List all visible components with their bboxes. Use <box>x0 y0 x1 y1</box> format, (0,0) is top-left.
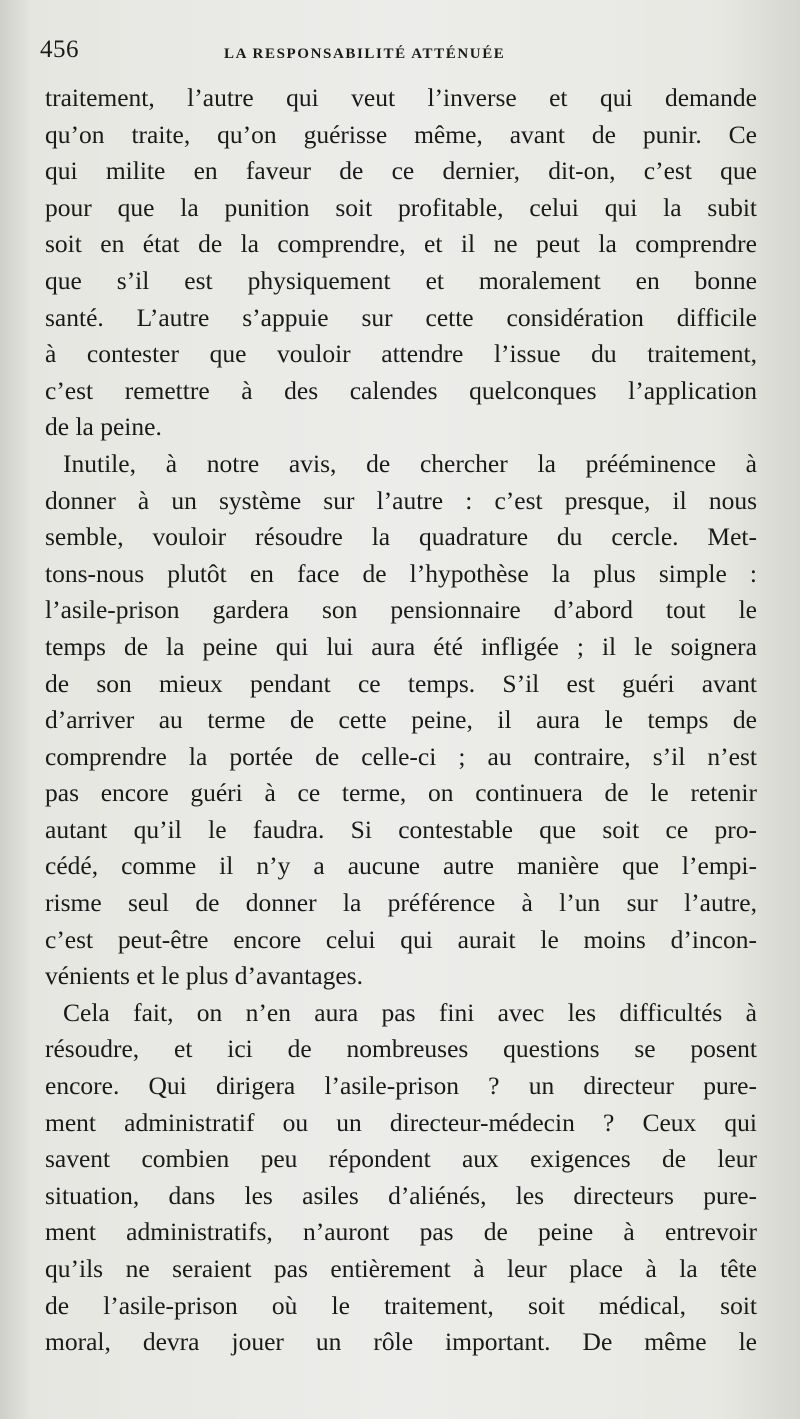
text-line: de l’asile-prison où le traitement, soit médical, soit <box>45 1290 757 1320</box>
paragraph-first-line: Inutile, à notre avis, de chercher la prééminence à <box>63 448 757 478</box>
text-line: autant qu’il le faudra. Si contestable que soit ce pro- <box>45 814 757 844</box>
text-line: savent combien peu répondent aux exigences de leur <box>45 1144 757 1174</box>
text-line: semble, vouloir résoudre la quadrature du cercle. Met- <box>45 522 757 552</box>
text-line: qu’ils ne seraient pas entièrement à leur place à la tête <box>45 1254 757 1283</box>
text-line: cédé, comme il n’y a aucune autre manière que l’empi- <box>45 851 757 881</box>
text-line: vénients et le plus d’avantages. <box>45 961 363 991</box>
text-line: traitement, l’autre qui veut l’inverse et qui demande <box>45 83 757 112</box>
text-line: donner à un système sur l’autre : c’est presque, il nous <box>45 485 757 515</box>
text-line: moral, devra jouer un rôle important. De même le <box>45 1327 757 1357</box>
text-line: c’est remettre à des calendes quelconques l’application <box>45 375 757 405</box>
text-line: risme seul de donner la préférence à l’un sur l’autre, <box>45 888 757 918</box>
text-line: l’asile-prison gardera son pensionnaire d’abord tout le <box>45 595 757 625</box>
text-line: c’est peut-être encore celui qui aurait le moins d’incon- <box>45 924 757 954</box>
text-line: d’arriver au terme de cette peine, il aura le temps de <box>45 705 757 735</box>
text-line: encore. Qui dirigera l’asile-prison ? un directeur pure- <box>45 1071 757 1101</box>
text-line: qu’on traite, qu’on guérisse même, avant de punir. Ce <box>45 119 757 149</box>
text-line: ment administratifs, n’auront pas de peine à entrevoir <box>45 1217 757 1247</box>
text-line: santé. L’autre s’appuie sur cette considération difficile <box>45 302 757 332</box>
text-line: comprendre la portée de celle-ci ; au contraire, s’il n’est <box>45 741 757 771</box>
text-line: temps de la peine qui lui aura été infligée ; il le soignera <box>45 631 757 661</box>
paragraph-first-line: Cela fait, on n’en aura pas fini avec les difficultés à <box>63 997 757 1027</box>
text-line: situation, dans les asiles d’aliénés, les directeurs pure- <box>45 1180 757 1210</box>
text-line: que s’il est physiquement et moralement en bonne <box>45 265 757 295</box>
body-text <box>45 80 757 1361</box>
text-line: de la peine. <box>45 412 162 442</box>
text-line: qui milite en faveur de ce dernier, dit-on, c’est que <box>45 156 757 186</box>
text-line: soit en état de la comprendre, et il ne peut la comprendre <box>45 229 757 259</box>
text-line: à contester que vouloir attendre l’issue du traitement, <box>45 339 757 369</box>
running-head: LA RESPONSABILITÉ ATTÉNUÉE <box>224 46 506 62</box>
text-line: pas encore guéri à ce terme, on continuera de le retenir <box>45 778 757 808</box>
text-line: résoudre, et ici de nombreuses questions se posent <box>45 1034 757 1064</box>
page-header <box>40 36 760 76</box>
text-line: pour que la punition soit profitable, celui qui la subit <box>45 192 757 222</box>
text-line: de son mieux pendant ce temps. S’il est guéri avant <box>45 668 757 698</box>
page-number: 456 <box>40 36 79 63</box>
text-line: ment administratif ou un directeur-médecin ? Ceux qui <box>45 1107 757 1137</box>
text-line: tons-nous plutôt en face de l’hypothèse la plus simple : <box>45 558 757 588</box>
